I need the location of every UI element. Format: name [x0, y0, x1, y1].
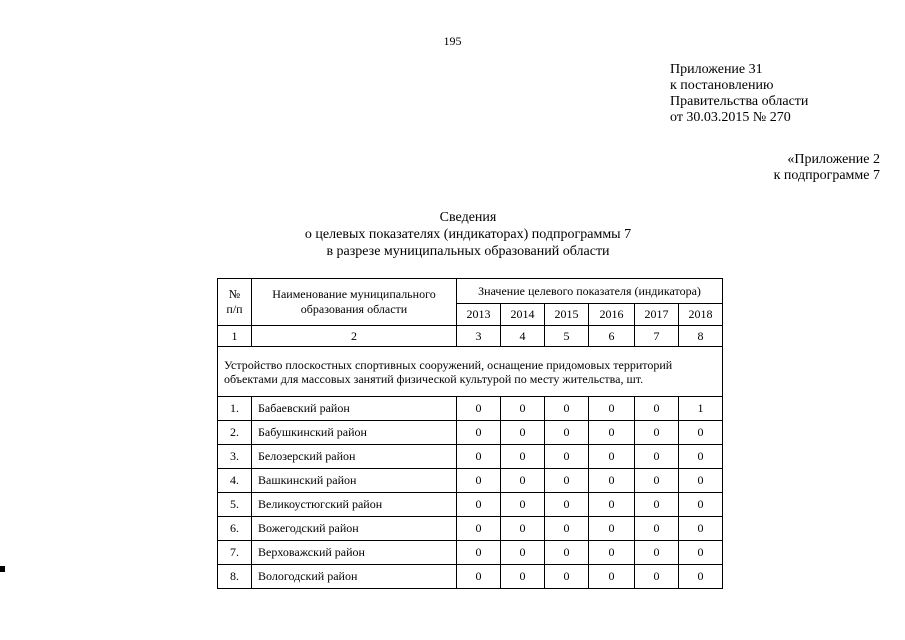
indicator-value: 0 [679, 517, 723, 541]
column-number: 4 [501, 326, 545, 347]
indicator-value: 0 [501, 517, 545, 541]
header-year: 2016 [589, 304, 635, 326]
section-heading [218, 347, 723, 397]
indicator-value: 0 [589, 421, 635, 445]
header-year: 2013 [457, 304, 501, 326]
table-row [218, 445, 723, 469]
indicator-value: 0 [457, 565, 501, 589]
indicator-value: 0 [589, 493, 635, 517]
header-municipality-line: Наименование муниципального [272, 287, 436, 301]
indicator-value: 0 [635, 421, 679, 445]
indicator-value: 0 [457, 541, 501, 565]
indicator-value: 1 [679, 397, 723, 421]
table-row [218, 493, 723, 517]
municipality-name: Бабаевский район [252, 397, 457, 421]
indicator-value: 0 [545, 397, 589, 421]
indicator-value: 0 [457, 397, 501, 421]
appendix-line: Правительства области [670, 94, 809, 109]
row-number: 2. [218, 421, 252, 445]
table-header-row [218, 279, 723, 304]
header-year: 2015 [545, 304, 589, 326]
row-number: 4. [218, 469, 252, 493]
municipality-name: Вашкинский район [252, 469, 457, 493]
column-number: 1 [218, 326, 252, 347]
subprogram-appendix-line: к подпрограмме 7 [773, 168, 880, 183]
column-number: 3 [457, 326, 501, 347]
header-year: 2018 [679, 304, 723, 326]
table-row [218, 397, 723, 421]
column-numbers-row [218, 326, 723, 347]
indicator-value: 0 [635, 445, 679, 469]
municipality-name: Верховажский район [252, 541, 457, 565]
header-municipality [252, 279, 457, 326]
indicator-value: 0 [501, 469, 545, 493]
header-year: 2014 [501, 304, 545, 326]
indicator-value: 0 [679, 421, 723, 445]
table-row [218, 421, 723, 445]
header-number-line: п/п [226, 302, 243, 316]
header-municipality-line: образования области [300, 302, 408, 316]
indicator-value: 0 [589, 565, 635, 589]
indicator-value: 0 [589, 397, 635, 421]
indicator-value: 0 [457, 517, 501, 541]
indicator-value: 0 [457, 421, 501, 445]
indicator-value: 0 [545, 565, 589, 589]
column-number: 7 [635, 326, 679, 347]
page-number: 195 [443, 34, 462, 48]
indicator-value: 0 [635, 565, 679, 589]
indicator-value: 0 [679, 445, 723, 469]
row-number: 1. [218, 397, 252, 421]
indicator-value: 0 [457, 493, 501, 517]
municipality-name: Вожегодский район [252, 517, 457, 541]
indicator-value: 0 [635, 493, 679, 517]
table-row [218, 565, 723, 589]
title-line: Сведения [439, 210, 497, 225]
appendix-line: от 30.03.2015 № 270 [670, 110, 791, 125]
indicator-value: 0 [545, 541, 589, 565]
header-number [218, 279, 252, 326]
indicator-value: 0 [545, 469, 589, 493]
column-number: 2 [252, 326, 457, 347]
row-number: 5. [218, 493, 252, 517]
appendix-line: к постановлению [670, 78, 774, 93]
municipality-name: Великоустюгский район [252, 493, 457, 517]
indicator-value: 0 [457, 445, 501, 469]
indicator-value: 0 [501, 541, 545, 565]
indicator-value: 0 [501, 397, 545, 421]
indicator-value: 0 [679, 565, 723, 589]
indicator-value: 0 [589, 541, 635, 565]
indicator-value: 0 [589, 517, 635, 541]
section-heading-line: объектами для массовых занятий физической культурой по месту жительства, шт. [224, 371, 644, 386]
section-row [218, 347, 723, 397]
row-number: 6. [218, 517, 252, 541]
municipality-name: Бабушкинский район [252, 421, 457, 445]
row-number: 8. [218, 565, 252, 589]
indicator-value: 0 [635, 469, 679, 493]
indicator-value: 0 [545, 421, 589, 445]
subprogram-appendix-reference [774, 152, 880, 184]
header-number-line: № [228, 287, 241, 301]
indicator-value: 0 [589, 445, 635, 469]
indicator-value: 0 [635, 541, 679, 565]
row-number: 7. [218, 541, 252, 565]
indicator-value: 0 [589, 469, 635, 493]
municipality-name: Вологодский район [252, 565, 457, 589]
header-value-group: Значение целевого показателя (индикатора) [457, 279, 723, 304]
title-line: о целевых показателях (индикаторах) подпрограммы 7 [304, 227, 632, 242]
indicator-value: 0 [679, 541, 723, 565]
subprogram-appendix-line: «Приложение 2 [787, 152, 880, 167]
scan-edge-mark [0, 566, 5, 572]
indicator-value: 0 [635, 397, 679, 421]
table-row [218, 541, 723, 565]
appendix-reference [670, 62, 808, 126]
indicator-value: 0 [545, 517, 589, 541]
indicator-value: 0 [501, 421, 545, 445]
document-title [258, 209, 678, 260]
indicator-value: 0 [501, 565, 545, 589]
column-number: 8 [679, 326, 723, 347]
appendix-line: Приложение 31 [670, 62, 763, 77]
column-number: 6 [589, 326, 635, 347]
table-row [218, 517, 723, 541]
indicator-value: 0 [545, 445, 589, 469]
indicator-value: 0 [501, 493, 545, 517]
column-number: 5 [545, 326, 589, 347]
title-line: в разрезе муниципальных образований области [326, 244, 610, 259]
municipality-name: Белозерский район [252, 445, 457, 469]
indicators-table [217, 278, 723, 589]
indicator-value: 0 [679, 469, 723, 493]
row-number: 3. [218, 445, 252, 469]
indicator-value: 0 [501, 445, 545, 469]
table-row [218, 469, 723, 493]
indicator-value: 0 [635, 517, 679, 541]
indicator-value: 0 [457, 469, 501, 493]
indicator-value: 0 [545, 493, 589, 517]
section-heading-line: Устройство плоскостных спортивных сооружений, оснащение придомовых территорий [224, 357, 673, 372]
header-year: 2017 [635, 304, 679, 326]
indicator-value: 0 [679, 493, 723, 517]
